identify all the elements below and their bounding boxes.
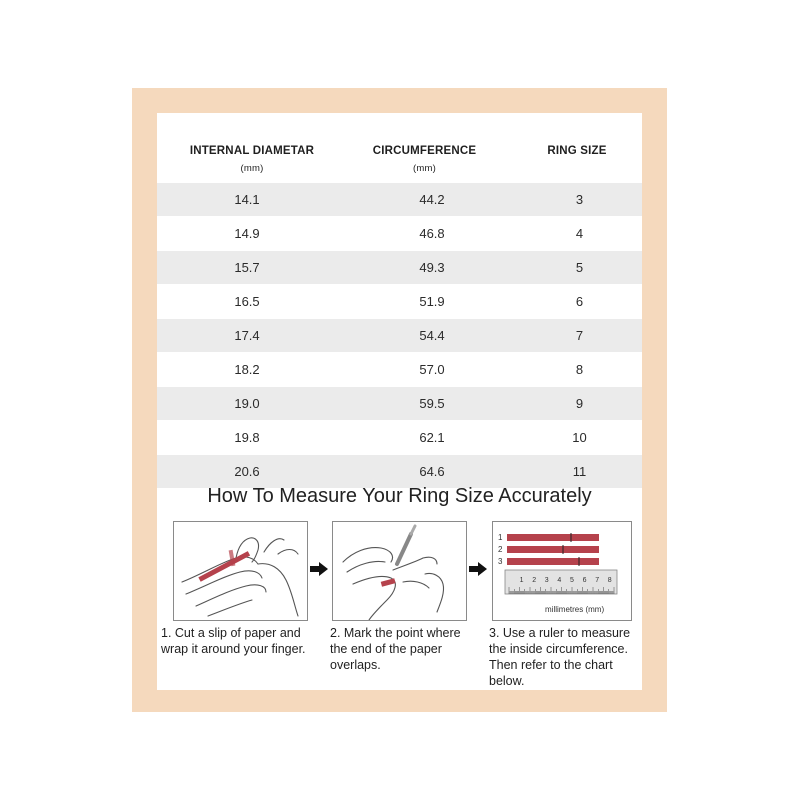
step-1-illustration <box>173 521 308 621</box>
ruler-tick-label: 4 <box>557 577 562 584</box>
table-row <box>157 319 642 353</box>
ring-size-cell: 4 <box>575 226 584 241</box>
circumference-cell: 64.6 <box>419 464 445 479</box>
header-internal-diameter <box>172 145 332 174</box>
diameter-cell: 18.2 <box>234 362 260 377</box>
diameter-cell: 14.1 <box>234 192 260 207</box>
ruler-measurement-icon <box>493 522 631 620</box>
hand-with-paper-icon <box>174 522 307 620</box>
ruler-tick-label: 8 <box>607 577 612 584</box>
circumference-cell: 54.4 <box>419 328 445 343</box>
header-label: INTERNAL DIAMETAR <box>189 145 315 157</box>
ring-size-cell: 10 <box>572 430 587 445</box>
step-3-illustration <box>492 521 632 621</box>
table-row <box>157 183 642 217</box>
header-circumference <box>347 145 502 174</box>
strip-number: 3 <box>498 557 503 566</box>
circumference-cell: 59.5 <box>419 396 445 411</box>
ruler-tick-label: 7 <box>595 577 600 584</box>
ring-size-cell: 9 <box>575 396 584 411</box>
table-row <box>157 455 642 489</box>
ruler-tick-label: 6 <box>582 577 587 584</box>
circumference-cell: 57.0 <box>419 362 445 377</box>
ring-size-cell: 7 <box>575 328 584 343</box>
ring-size-cell: 3 <box>575 192 584 207</box>
ruler-unit-label: millimetres (mm) <box>545 605 605 614</box>
diameter-cell: 20.6 <box>234 464 260 479</box>
ring-size-cell: 8 <box>575 362 584 377</box>
arrow-right-icon <box>310 562 328 576</box>
table-row <box>157 285 642 319</box>
paper-strip <box>507 546 599 553</box>
ruler-tick-label: 1 <box>519 577 524 584</box>
ring-size-cell: 11 <box>572 464 587 479</box>
table-row <box>157 251 642 285</box>
ruler-tick-label: 3 <box>544 577 549 584</box>
step-2-illustration <box>332 521 467 621</box>
header-unit: (mm) <box>240 163 264 174</box>
diameter-cell: 17.4 <box>234 328 260 343</box>
table-row <box>157 421 642 455</box>
header-label: RING SIZE <box>547 145 607 157</box>
circumference-cell: 44.2 <box>419 192 445 207</box>
step-1-text: 1. Cut a slip of paper and wrap it around your finger. <box>161 626 306 656</box>
arrow-right-icon <box>469 562 487 576</box>
table-row <box>157 387 642 421</box>
circumference-cell: 46.8 <box>419 226 445 241</box>
ring-size-cell: 6 <box>575 294 584 309</box>
diameter-cell: 15.7 <box>234 260 260 275</box>
ring-size-cell: 5 <box>575 260 584 275</box>
ruler-tick-label: 2 <box>532 577 537 584</box>
strip-number: 2 <box>498 545 503 554</box>
header-label: CIRCUMFERENCE <box>372 145 477 157</box>
step-2-text: 2. Mark the point where the end of the paper overlaps. <box>330 626 461 672</box>
header-unit: (mm) <box>413 163 436 174</box>
circumference-cell: 62.1 <box>419 430 445 445</box>
paper-strip <box>507 534 599 541</box>
step-3-text: 3. Use a ruler to measure the inside circumference. Then refer to the chart below. <box>489 626 631 688</box>
circumference-cell: 49.3 <box>419 260 445 275</box>
hand-marking-paper-icon <box>333 522 466 620</box>
table-row <box>157 217 642 251</box>
diameter-cell: 19.0 <box>234 396 260 411</box>
table-body <box>157 183 642 489</box>
diameter-cell: 19.8 <box>234 430 260 445</box>
ring-size-chart <box>157 113 642 690</box>
header-ring-size <box>512 145 642 157</box>
paper-strip <box>507 558 599 565</box>
guide-title: How To Measure Your Ring Size Accurately <box>207 485 592 507</box>
diameter-cell: 14.9 <box>234 226 260 241</box>
circumference-cell: 51.9 <box>419 294 445 309</box>
diameter-cell: 16.5 <box>234 294 260 309</box>
ruler-tick-label: 5 <box>570 577 574 584</box>
strip-number: 1 <box>498 533 503 542</box>
table-header <box>157 113 642 183</box>
table-row <box>157 353 642 387</box>
